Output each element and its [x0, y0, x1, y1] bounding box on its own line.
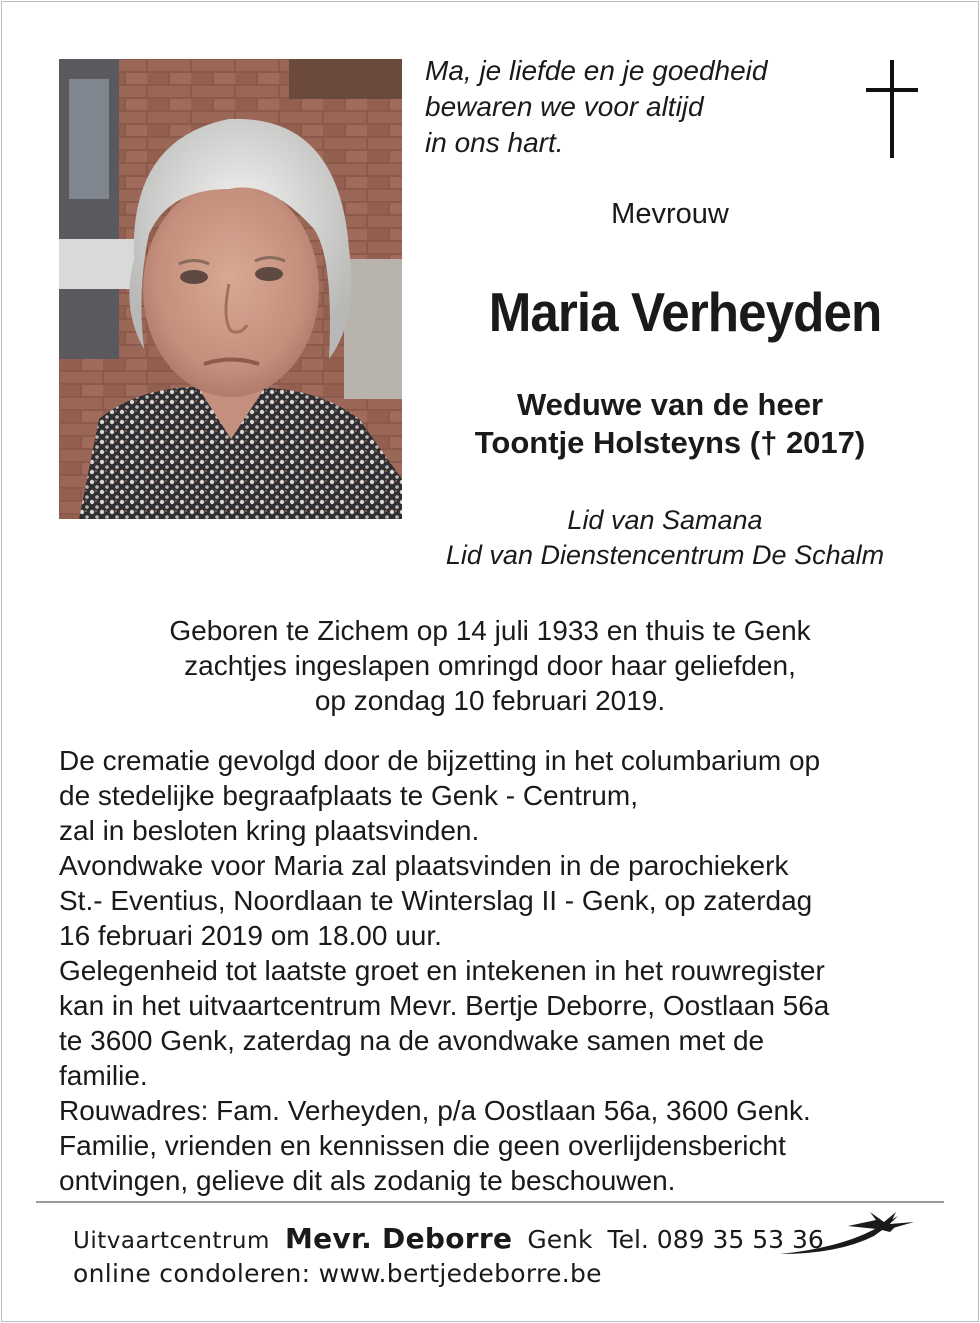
detail-line: De crematie gevolgd door de bijzetting in het columbarium op: [59, 745, 821, 776]
funeral-home-phone: Tel. 089 35 53 36: [607, 1225, 824, 1254]
detail-line: de stedelijke begraafplaats te Genk - Centrum,: [59, 780, 638, 811]
detail-line: familie.: [59, 1060, 148, 1091]
birth-death-statement: [40, 613, 940, 718]
funeral-home-prefix: Uitvaartcentrum: [73, 1228, 270, 1254]
widow-of: [420, 386, 920, 462]
detail-line: Rouwadres: Fam. Verheyden, p/a Oostlaan 56a, 3600 Genk.: [59, 1095, 811, 1126]
membership-line: Lid van Dienstencentrum De Schalm: [445, 540, 885, 570]
divider: [36, 1201, 944, 1203]
detail-line: kan in het uitvaartcentrum Mevr. Bertje Deborre, Oostlaan 56a: [59, 990, 830, 1021]
salutation: Mevrouw: [611, 198, 729, 230]
condolence-link[interactable]: online condoleren: www.bertjedeborre.be: [73, 1259, 602, 1288]
funeral-home-name: Mevr. Deborre: [284, 1222, 513, 1255]
detail-line: ontvingen, gelieve dit als zodanig te beschouwen.: [59, 1165, 676, 1196]
detail-line: Familie, vrienden en kennissen die geen overlijdensbericht: [59, 1130, 786, 1161]
verse-line: Ma, je liefde en je goedheid: [425, 55, 768, 86]
detail-line: zal in besloten kring plaatsvinden.: [59, 815, 480, 846]
portrait-photo: [59, 59, 402, 519]
membership-line: Lid van Samana: [567, 505, 763, 535]
verse-line: bewaren we voor altijd: [425, 91, 704, 122]
funeral-home-city: Genk: [527, 1225, 593, 1254]
detail-line: 16 februari 2019 om 18.00 uur.: [59, 920, 442, 951]
detail-line: Avondwake voor Maria zal plaatsvinden in de parochiekerk: [59, 850, 789, 881]
funeral-home-info: [73, 1222, 824, 1255]
detail-line: te 3600 Genk, zaterdag na de avondwake samen met de: [59, 1025, 765, 1056]
birth-line: Geboren te Zichem op 14 juli 1933 en thuis te Genk: [169, 615, 811, 646]
bird-logo-icon: [778, 1208, 918, 1260]
verse-line: in ons hart.: [425, 127, 564, 158]
cross-icon: [862, 60, 922, 160]
widow-line: Weduwe van de heer: [516, 387, 824, 422]
detail-line: St.- Eventius, Noordlaan te Winterslag II - Genk, op zaterdag: [59, 885, 813, 916]
verse: [425, 53, 845, 161]
birth-line: zachtjes ingeslapen omringd door haar geliefden,: [184, 650, 796, 681]
deceased-name: Maria Verheyden: [488, 281, 882, 343]
funeral-details: [59, 743, 939, 1198]
memberships: [400, 503, 930, 573]
widow-line: Toontje Holsteyns († 2017): [474, 425, 866, 460]
birth-line: op zondag 10 februari 2019.: [314, 685, 666, 716]
detail-line: Gelegenheid tot laatste groet en intekenen in het rouwregister: [59, 955, 825, 986]
